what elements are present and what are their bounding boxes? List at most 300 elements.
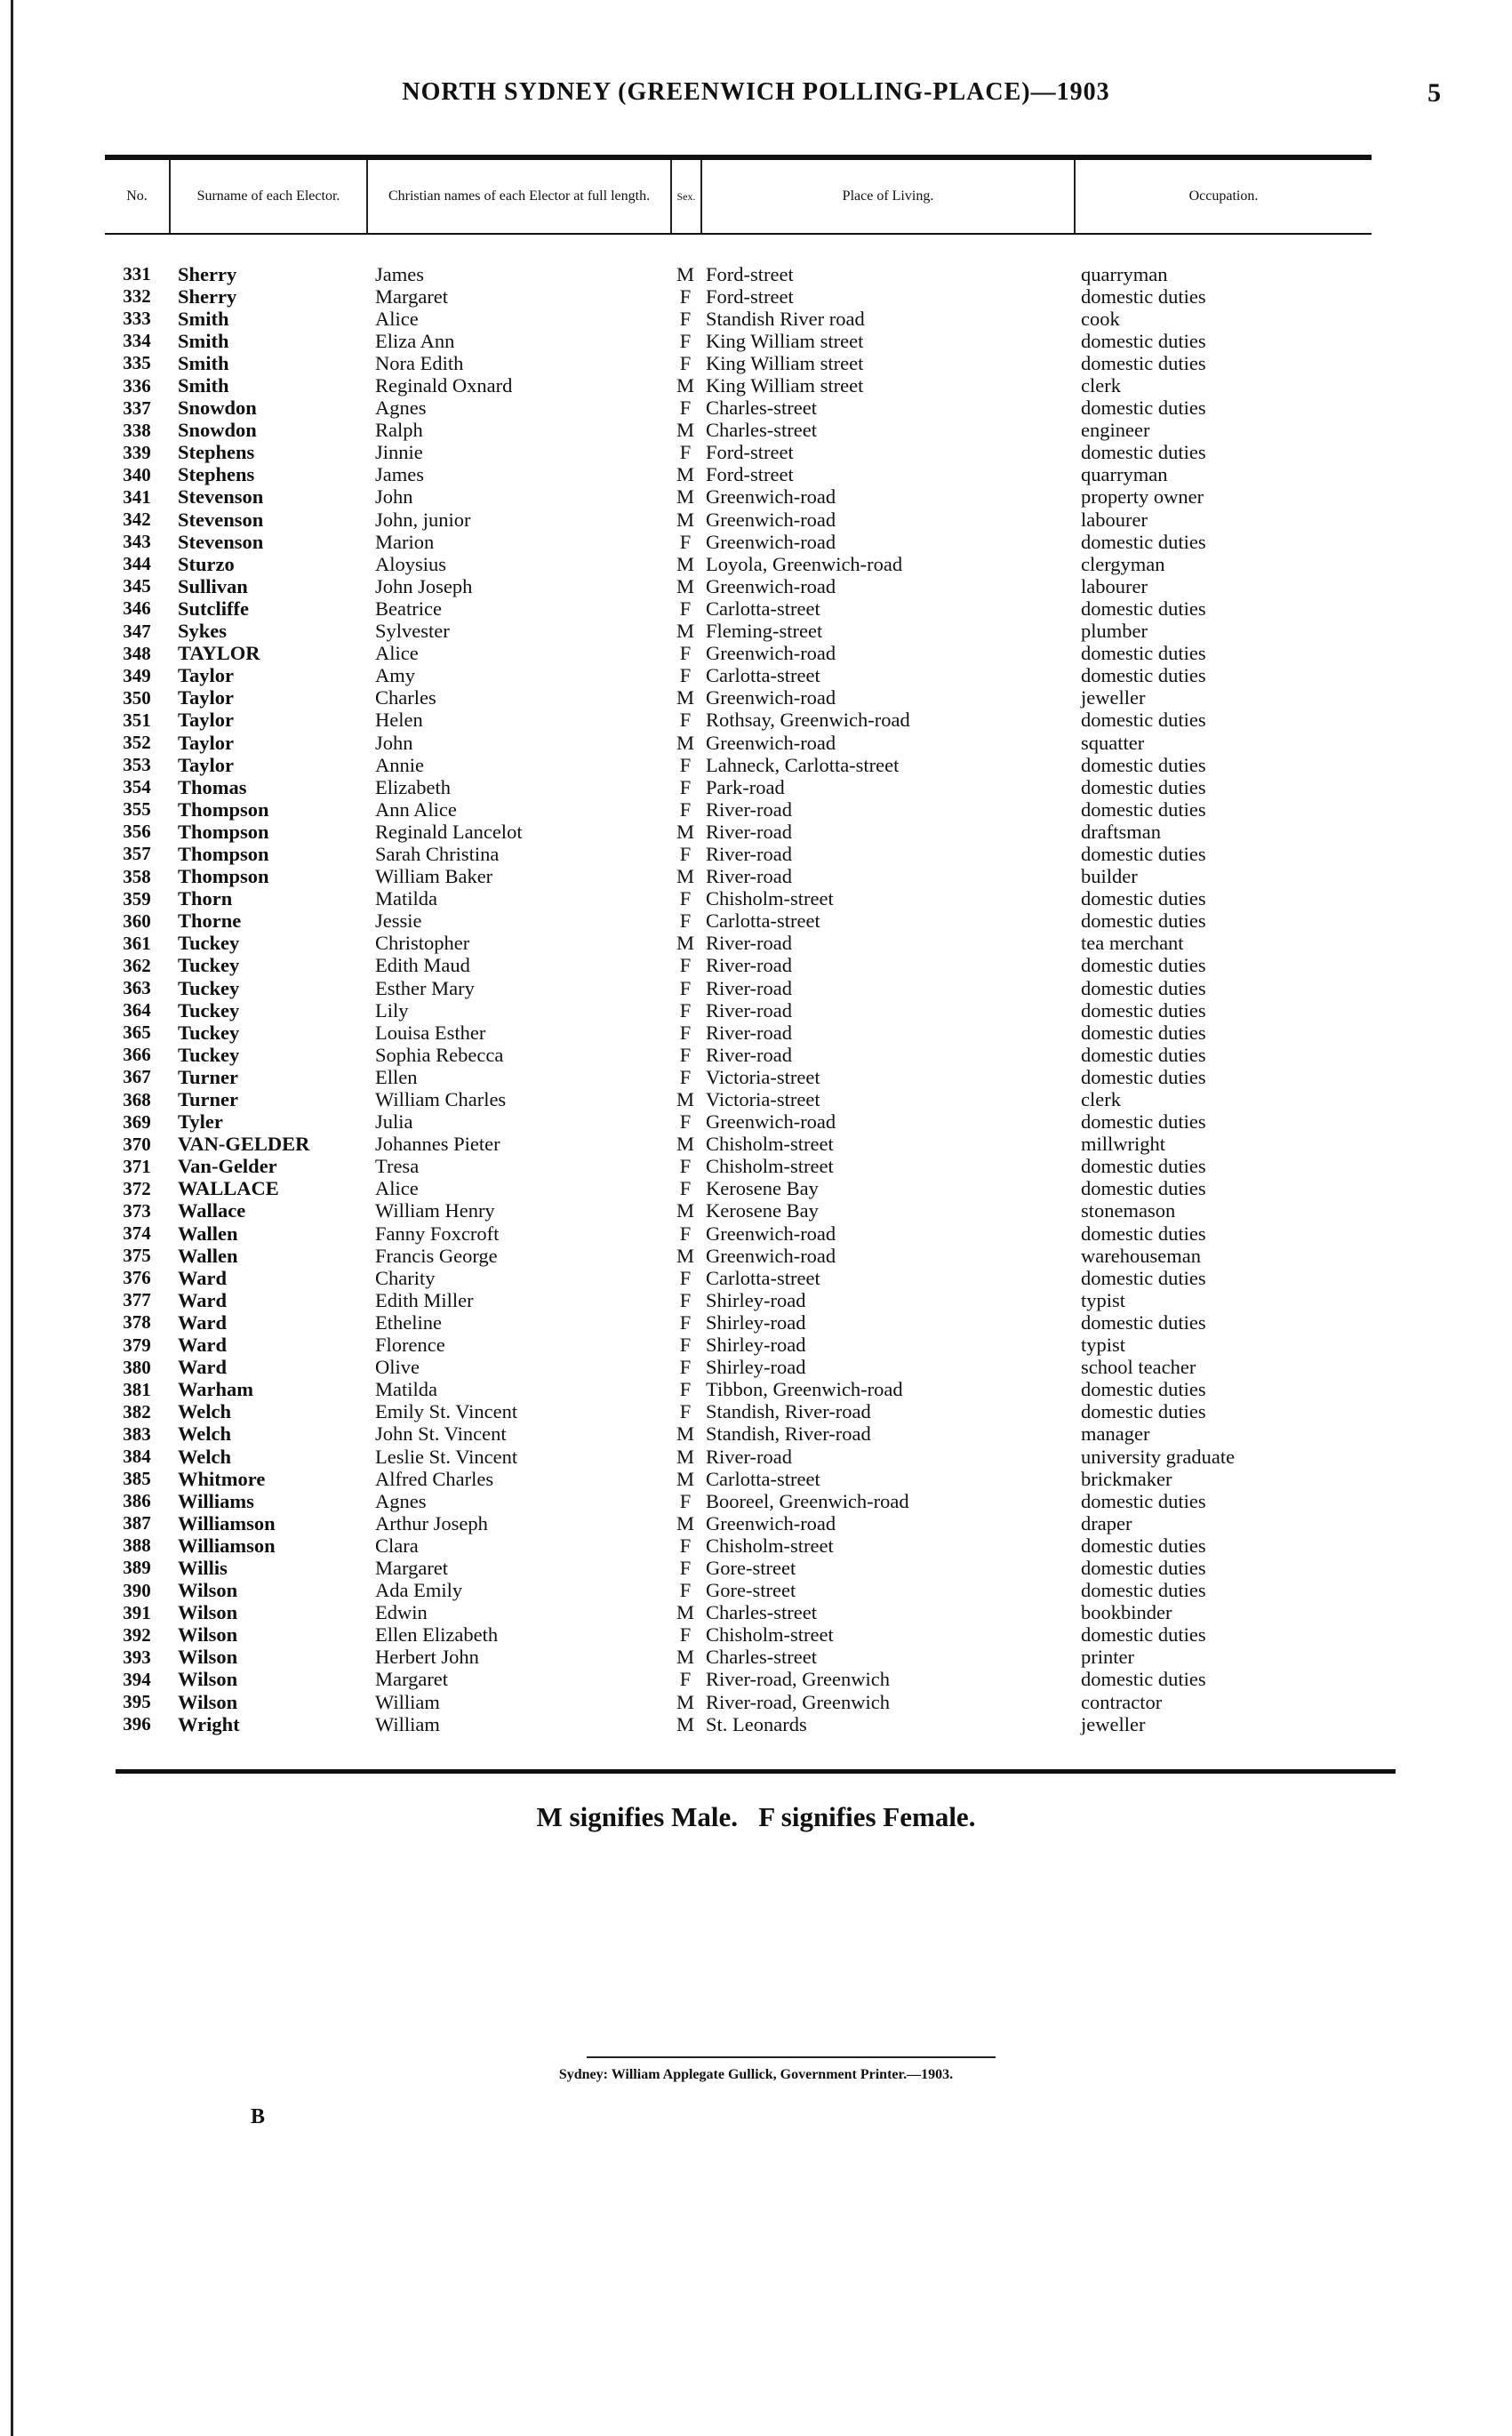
elector-place: Carlotta-street bbox=[706, 597, 820, 620]
elector-sex: F bbox=[679, 329, 692, 352]
elector-occupation: domestic duties bbox=[1081, 887, 1206, 910]
table-row bbox=[105, 1401, 1372, 1423]
table-row bbox=[105, 486, 1372, 509]
elector-number: 370 bbox=[123, 1133, 151, 1155]
elector-surname: Taylor bbox=[178, 753, 234, 776]
elector-number: 382 bbox=[123, 1400, 151, 1422]
elector-surname: Stephens bbox=[178, 441, 255, 464]
elector-occupation: jeweller bbox=[1081, 1712, 1146, 1735]
elector-occupation: domestic duties bbox=[1081, 1534, 1206, 1557]
table-row bbox=[105, 1289, 1372, 1311]
elector-occupation: domestic duties bbox=[1081, 1266, 1206, 1289]
table-row bbox=[105, 866, 1372, 888]
table-row bbox=[105, 1178, 1372, 1200]
elector-place: Greenwich-road bbox=[706, 731, 836, 754]
elector-occupation: domestic duties bbox=[1081, 1177, 1206, 1200]
elector-surname: Willis bbox=[178, 1556, 228, 1579]
table-row bbox=[105, 1535, 1372, 1557]
elector-occupation: typist bbox=[1081, 1334, 1126, 1357]
elector-place: River-road bbox=[706, 1445, 793, 1468]
elector-number: 395 bbox=[123, 1691, 151, 1713]
elector-christian-names: Florence bbox=[375, 1334, 445, 1357]
elector-place: Chisholm-street bbox=[706, 1155, 834, 1178]
elector-sex: F bbox=[679, 1065, 692, 1088]
elector-sex: M bbox=[676, 1690, 694, 1713]
table-row bbox=[105, 1245, 1372, 1267]
table-row bbox=[105, 843, 1372, 865]
elector-number: 372 bbox=[123, 1177, 151, 1199]
elector-christian-names: Ralph bbox=[375, 419, 423, 442]
elector-place: Carlotta-street bbox=[706, 1467, 820, 1490]
elector-occupation: printer bbox=[1081, 1646, 1134, 1669]
elector-christian-names: Clara bbox=[375, 1534, 419, 1557]
elector-occupation: domestic duties bbox=[1081, 709, 1206, 732]
elector-christian-names: Sylvester bbox=[375, 620, 450, 643]
elector-place: River-road bbox=[706, 842, 793, 865]
elector-sex: M bbox=[676, 1088, 694, 1111]
elector-number: 371 bbox=[123, 1155, 151, 1177]
elector-sex: M bbox=[676, 574, 694, 597]
elector-number: 337 bbox=[123, 397, 151, 419]
elector-surname: Ward bbox=[178, 1310, 228, 1334]
elector-place: Standish, River-road bbox=[706, 1400, 871, 1423]
table-row bbox=[105, 643, 1372, 665]
elector-occupation: cook bbox=[1081, 307, 1120, 330]
elector-surname: Thompson bbox=[178, 820, 269, 843]
table-row bbox=[105, 285, 1372, 308]
elector-christian-names: John Joseph bbox=[375, 574, 473, 597]
elector-surname: Smith bbox=[178, 307, 229, 330]
elector-occupation: domestic duties bbox=[1081, 1110, 1206, 1134]
elector-christian-names: Nora Edith bbox=[375, 351, 464, 374]
elector-sex: F bbox=[679, 998, 692, 1022]
elector-number: 352 bbox=[123, 732, 151, 754]
elector-number: 367 bbox=[123, 1066, 151, 1088]
elector-occupation: brickmaker bbox=[1081, 1467, 1172, 1490]
elector-number: 374 bbox=[123, 1222, 151, 1245]
elector-number: 378 bbox=[123, 1311, 151, 1334]
elector-number: 348 bbox=[123, 642, 151, 664]
table-row bbox=[105, 397, 1372, 420]
elector-number: 350 bbox=[123, 686, 151, 709]
elector-sex: M bbox=[676, 932, 694, 955]
elector-christian-names: James bbox=[375, 262, 424, 285]
elector-surname: TAYLOR bbox=[178, 642, 260, 665]
elector-number: 366 bbox=[123, 1044, 151, 1066]
elector-sex: M bbox=[676, 552, 694, 575]
elector-number: 365 bbox=[123, 1022, 151, 1044]
table-row bbox=[105, 1134, 1372, 1156]
elector-number: 345 bbox=[123, 575, 151, 597]
elector-surname: Williams bbox=[178, 1489, 254, 1512]
table-row bbox=[105, 1691, 1372, 1713]
elector-christian-names: Olive bbox=[375, 1356, 420, 1379]
table-row bbox=[105, 821, 1372, 843]
elector-christian-names: Matilda bbox=[375, 1378, 437, 1401]
elector-christian-names: Elizabeth bbox=[375, 775, 451, 798]
elector-place: Carlotta-street bbox=[706, 909, 820, 933]
table-row bbox=[105, 1602, 1372, 1624]
column-header-sex: Sex. bbox=[670, 160, 700, 233]
elector-surname: Thompson bbox=[178, 797, 269, 821]
elector-place: River-road bbox=[706, 932, 793, 955]
elector-number: 333 bbox=[123, 308, 151, 330]
elector-occupation: school teacher bbox=[1081, 1356, 1196, 1379]
elector-occupation: builder bbox=[1081, 865, 1138, 888]
elector-surname: Tuckey bbox=[178, 976, 240, 999]
elector-place: Greenwich-road bbox=[706, 1511, 836, 1535]
elector-sex: M bbox=[676, 463, 694, 486]
table-row bbox=[105, 1222, 1372, 1245]
elector-number: 336 bbox=[123, 374, 151, 397]
elector-christian-names: John, junior bbox=[375, 508, 471, 531]
elector-sex: F bbox=[679, 1623, 692, 1647]
elector-sex: M bbox=[676, 1601, 694, 1624]
elector-number: 351 bbox=[123, 709, 151, 731]
elector-occupation: domestic duties bbox=[1081, 1222, 1206, 1245]
elector-place: River-road bbox=[706, 998, 793, 1022]
elector-surname: Wright bbox=[178, 1712, 240, 1735]
elector-christian-names: William Henry bbox=[375, 1199, 495, 1222]
table-row bbox=[105, 1647, 1372, 1669]
table-row bbox=[105, 1379, 1372, 1401]
table-row bbox=[105, 687, 1372, 709]
table-row bbox=[105, 732, 1372, 754]
elector-surname: Taylor bbox=[178, 686, 234, 709]
elector-sex: F bbox=[679, 664, 692, 687]
table-row bbox=[105, 575, 1372, 597]
elector-occupation: labourer bbox=[1081, 508, 1148, 531]
elector-surname: Sturzo bbox=[178, 552, 235, 575]
elector-place: Victoria-street bbox=[706, 1065, 820, 1088]
elector-number: 339 bbox=[123, 441, 151, 463]
elector-surname: Wallen bbox=[178, 1222, 238, 1245]
elector-surname: Stevenson bbox=[178, 508, 264, 531]
table-bottom-rule bbox=[116, 1769, 1396, 1774]
elector-christian-names: Charles bbox=[375, 686, 436, 709]
elector-number: 396 bbox=[123, 1713, 151, 1735]
elector-christian-names: Eliza Ann bbox=[375, 329, 455, 352]
elector-surname: Tuckey bbox=[178, 1043, 240, 1066]
elector-surname: Ward bbox=[178, 1288, 228, 1311]
elector-christian-names: Aloysius bbox=[375, 552, 447, 575]
elector-sex: M bbox=[676, 620, 694, 643]
elector-surname: Ward bbox=[178, 1266, 228, 1289]
elector-place: River-road, Greenwich bbox=[706, 1690, 890, 1713]
table-row bbox=[105, 1357, 1372, 1379]
elector-christian-names: John St. Vincent bbox=[375, 1422, 507, 1446]
elector-surname: Warham bbox=[178, 1378, 254, 1401]
elector-christian-names: Sarah Christina bbox=[375, 842, 500, 865]
elector-sex: M bbox=[676, 1199, 694, 1222]
elector-occupation: manager bbox=[1081, 1422, 1150, 1446]
elector-number: 391 bbox=[123, 1601, 151, 1623]
elector-sex: M bbox=[676, 1422, 694, 1446]
elector-place: Charles-street bbox=[706, 1646, 817, 1669]
table-row bbox=[105, 977, 1372, 999]
elector-surname: Ward bbox=[178, 1356, 228, 1379]
elector-place: Lahneck, Carlotta-street bbox=[706, 753, 900, 776]
elector-christian-names: Lily bbox=[375, 998, 409, 1022]
elector-christian-names: John bbox=[375, 485, 413, 509]
elector-surname: Turner bbox=[178, 1088, 238, 1111]
table-row bbox=[105, 442, 1372, 464]
elector-occupation: domestic duties bbox=[1081, 1400, 1206, 1423]
elector-number: 347 bbox=[123, 620, 151, 642]
elector-place: Shirley-road bbox=[706, 1310, 806, 1334]
elector-surname: Wilson bbox=[178, 1690, 238, 1713]
elector-occupation: warehouseman bbox=[1081, 1244, 1201, 1267]
elector-surname: Stephens bbox=[178, 463, 255, 486]
elector-sex: F bbox=[679, 1043, 692, 1066]
elector-sex: M bbox=[676, 1467, 694, 1490]
elector-christian-names: Margaret bbox=[375, 1668, 449, 1691]
elector-number: 332 bbox=[123, 285, 151, 308]
elector-occupation: domestic duties bbox=[1081, 1556, 1206, 1579]
elector-place: Ford-street bbox=[706, 262, 794, 285]
elector-number: 358 bbox=[123, 865, 151, 887]
elector-christian-names: Ellen bbox=[375, 1065, 418, 1088]
elector-place: River-road bbox=[706, 820, 793, 843]
elector-occupation: domestic duties bbox=[1081, 1043, 1206, 1066]
elector-sex: M bbox=[676, 686, 694, 709]
elector-sex: F bbox=[679, 909, 692, 933]
elector-occupation: domestic duties bbox=[1081, 1021, 1206, 1044]
elector-surname: Van-Gelder bbox=[178, 1155, 277, 1178]
elector-occupation: domestic duties bbox=[1081, 1155, 1206, 1178]
elector-occupation: labourer bbox=[1081, 574, 1148, 597]
elector-sex: F bbox=[679, 1288, 692, 1311]
elector-place: Greenwich-road bbox=[706, 485, 836, 509]
table-row bbox=[105, 1044, 1372, 1066]
elector-sex: M bbox=[676, 485, 694, 509]
table-row bbox=[105, 1200, 1372, 1222]
elector-christian-names: Esther Mary bbox=[375, 976, 475, 999]
elector-surname: Welch bbox=[178, 1400, 231, 1423]
elector-christian-names: Herbert John bbox=[375, 1646, 479, 1669]
elector-sex: F bbox=[679, 1668, 692, 1691]
elector-occupation: draper bbox=[1081, 1511, 1132, 1535]
elector-surname: Snowdon bbox=[178, 397, 257, 420]
elector-sex: M bbox=[676, 731, 694, 754]
elector-place: Chisholm-street bbox=[706, 1534, 834, 1557]
elector-christian-names: Amy bbox=[375, 664, 415, 687]
elector-sex: M bbox=[676, 1244, 694, 1267]
elector-surname: Taylor bbox=[178, 731, 234, 754]
elector-christian-names: Edwin bbox=[375, 1601, 428, 1624]
elector-occupation: domestic duties bbox=[1081, 397, 1206, 420]
elector-number: 392 bbox=[123, 1623, 151, 1646]
elector-number: 385 bbox=[123, 1468, 151, 1490]
elector-number: 364 bbox=[123, 999, 151, 1022]
table-header bbox=[105, 155, 1372, 235]
printer-imprint: Sydney: William Applegate Gullick, Government Printer.—1903. bbox=[558, 2067, 954, 2082]
elector-place: Fleming-street bbox=[706, 620, 823, 643]
elector-christian-names: Sophia Rebecca bbox=[375, 1043, 504, 1066]
elector-surname: Thorne bbox=[178, 909, 242, 933]
elector-number: 356 bbox=[123, 821, 151, 843]
table-row bbox=[105, 665, 1372, 687]
elector-number: 394 bbox=[123, 1668, 151, 1690]
table-row bbox=[105, 1267, 1372, 1289]
elector-place: Shirley-road bbox=[706, 1334, 806, 1357]
elector-place: River-road bbox=[706, 797, 793, 821]
elector-surname: Sullivan bbox=[178, 574, 248, 597]
elector-place: Greenwich-road bbox=[706, 1222, 836, 1245]
table-row bbox=[105, 888, 1372, 910]
elector-place: Greenwich-road bbox=[706, 508, 836, 531]
elector-surname: Wilson bbox=[178, 1668, 238, 1691]
sex-legend: M signifies Male. F signifies Female. bbox=[536, 1801, 976, 1832]
elector-place: Charles-street bbox=[706, 397, 817, 420]
elector-sex: F bbox=[679, 1400, 692, 1423]
elector-sex: F bbox=[679, 1155, 692, 1178]
elector-sex: F bbox=[679, 797, 692, 821]
elector-occupation: domestic duties bbox=[1081, 441, 1206, 464]
elector-number: 334 bbox=[123, 330, 151, 352]
elector-surname: Sykes bbox=[178, 620, 228, 643]
elector-sex: M bbox=[676, 1133, 694, 1156]
table-row bbox=[105, 1669, 1372, 1691]
elector-number: 386 bbox=[123, 1490, 151, 1512]
elector-surname: Thompson bbox=[178, 865, 269, 888]
table-row bbox=[105, 955, 1372, 977]
elector-sex: F bbox=[679, 1334, 692, 1357]
elector-christian-names: John bbox=[375, 731, 413, 754]
elector-occupation: domestic duties bbox=[1081, 1579, 1206, 1602]
elector-number: 388 bbox=[123, 1535, 151, 1557]
elector-occupation: domestic duties bbox=[1081, 775, 1206, 798]
table-row bbox=[105, 1468, 1372, 1490]
elector-occupation: squatter bbox=[1081, 731, 1145, 754]
table-row bbox=[105, 1580, 1372, 1602]
elector-surname: Wilson bbox=[178, 1601, 238, 1624]
elector-occupation: clerk bbox=[1081, 1088, 1121, 1111]
elector-place: Greenwich-road bbox=[706, 1244, 836, 1267]
elector-occupation: domestic duties bbox=[1081, 998, 1206, 1022]
elector-christian-names: Margaret bbox=[375, 284, 449, 308]
elector-place: Kerosene Bay bbox=[706, 1199, 819, 1222]
table-row bbox=[105, 776, 1372, 798]
elector-occupation: quarryman bbox=[1081, 463, 1168, 486]
elector-place: River-road bbox=[706, 1021, 793, 1044]
column-header-surname: Surname of each Elector. bbox=[169, 160, 366, 233]
elector-surname: Sherry bbox=[178, 284, 237, 308]
elector-christian-names: Ada Emily bbox=[375, 1579, 463, 1602]
elector-surname: Tuckey bbox=[178, 932, 240, 955]
elector-sex: F bbox=[679, 530, 692, 553]
elector-number: 346 bbox=[123, 597, 151, 620]
table-row bbox=[105, 1557, 1372, 1579]
elector-christian-names: Emily St. Vincent bbox=[375, 1400, 518, 1423]
elector-place: Loyola, Greenwich-road bbox=[706, 552, 903, 575]
elector-surname: Smith bbox=[178, 374, 229, 397]
elector-place: Booreel, Greenwich-road bbox=[706, 1489, 909, 1512]
elector-surname: Tyler bbox=[178, 1110, 223, 1134]
elector-sex: F bbox=[679, 1266, 692, 1289]
table-row bbox=[105, 374, 1372, 397]
elector-place: Charles-street bbox=[706, 419, 817, 442]
elector-place: Greenwich-road bbox=[706, 1110, 836, 1134]
elector-number: 361 bbox=[123, 932, 151, 954]
elector-place: Victoria-street bbox=[706, 1088, 820, 1111]
elector-place: Ford-street bbox=[706, 284, 794, 308]
elector-number: 363 bbox=[123, 977, 151, 999]
table-row bbox=[105, 1022, 1372, 1044]
elector-sex: F bbox=[679, 307, 692, 330]
table-row bbox=[105, 553, 1372, 575]
elector-occupation: domestic duties bbox=[1081, 284, 1206, 308]
elector-occupation: domestic duties bbox=[1081, 1623, 1206, 1647]
elector-surname: Tuckey bbox=[178, 1021, 240, 1044]
elector-surname: Stevenson bbox=[178, 530, 264, 553]
elector-place: Shirley-road bbox=[706, 1288, 806, 1311]
elector-sex: F bbox=[679, 1310, 692, 1334]
elector-place: Standish River road bbox=[706, 307, 865, 330]
elector-occupation: clergyman bbox=[1081, 552, 1165, 575]
elector-number: 376 bbox=[123, 1267, 151, 1289]
table-row bbox=[105, 1446, 1372, 1468]
elector-christian-names: Marion bbox=[375, 530, 435, 553]
elector-christian-names: Jinnie bbox=[375, 441, 423, 464]
elector-number: 353 bbox=[123, 754, 151, 776]
elector-occupation: domestic duties bbox=[1081, 1310, 1206, 1334]
elector-number: 331 bbox=[123, 263, 151, 285]
elector-number: 354 bbox=[123, 776, 151, 798]
elector-sex: F bbox=[679, 976, 692, 999]
elector-place: King William street bbox=[706, 374, 864, 397]
table-row bbox=[105, 754, 1372, 776]
elector-sex: F bbox=[679, 284, 692, 308]
table-row bbox=[105, 621, 1372, 643]
table-row bbox=[105, 1624, 1372, 1647]
elector-christian-names: William Charles bbox=[375, 1088, 507, 1111]
table-row bbox=[105, 910, 1372, 933]
elector-number: 390 bbox=[123, 1579, 151, 1601]
elector-occupation: domestic duties bbox=[1081, 329, 1206, 352]
elector-christian-names: Helen bbox=[375, 709, 423, 732]
elector-surname: Wallace bbox=[178, 1199, 246, 1222]
elector-sex: F bbox=[679, 753, 692, 776]
elector-place: Gore-street bbox=[706, 1579, 796, 1602]
elector-number: 393 bbox=[123, 1646, 151, 1668]
elector-christian-names: William Baker bbox=[375, 865, 493, 888]
elector-christian-names: Alice bbox=[375, 307, 419, 330]
elector-surname: Thompson bbox=[178, 842, 269, 865]
elector-sex: F bbox=[679, 1534, 692, 1557]
elector-christian-names: Edith Maud bbox=[375, 954, 470, 977]
elector-number: 373 bbox=[123, 1199, 151, 1222]
table-row bbox=[105, 999, 1372, 1022]
elector-christian-names: Arthur Joseph bbox=[375, 1511, 488, 1535]
elector-occupation: domestic duties bbox=[1081, 1378, 1206, 1401]
elector-place: Tibbon, Greenwich-road bbox=[706, 1378, 903, 1401]
elector-number: 381 bbox=[123, 1378, 151, 1400]
elector-sex: F bbox=[679, 397, 692, 420]
elector-occupation: domestic duties bbox=[1081, 1489, 1206, 1512]
elector-surname: Smith bbox=[178, 329, 229, 352]
elector-occupation: millwright bbox=[1081, 1133, 1165, 1156]
elector-sex: M bbox=[676, 865, 694, 888]
elector-christian-names: Tresa bbox=[375, 1155, 420, 1178]
elector-occupation: domestic duties bbox=[1081, 642, 1206, 665]
elector-number: 368 bbox=[123, 1088, 151, 1110]
elector-surname: Williamson bbox=[178, 1511, 276, 1535]
elector-place: Ford-street bbox=[706, 463, 794, 486]
elector-christian-names: Johannes Pieter bbox=[375, 1133, 500, 1156]
elector-occupation: typist bbox=[1081, 1288, 1126, 1311]
elector-surname: Whitmore bbox=[178, 1467, 266, 1490]
